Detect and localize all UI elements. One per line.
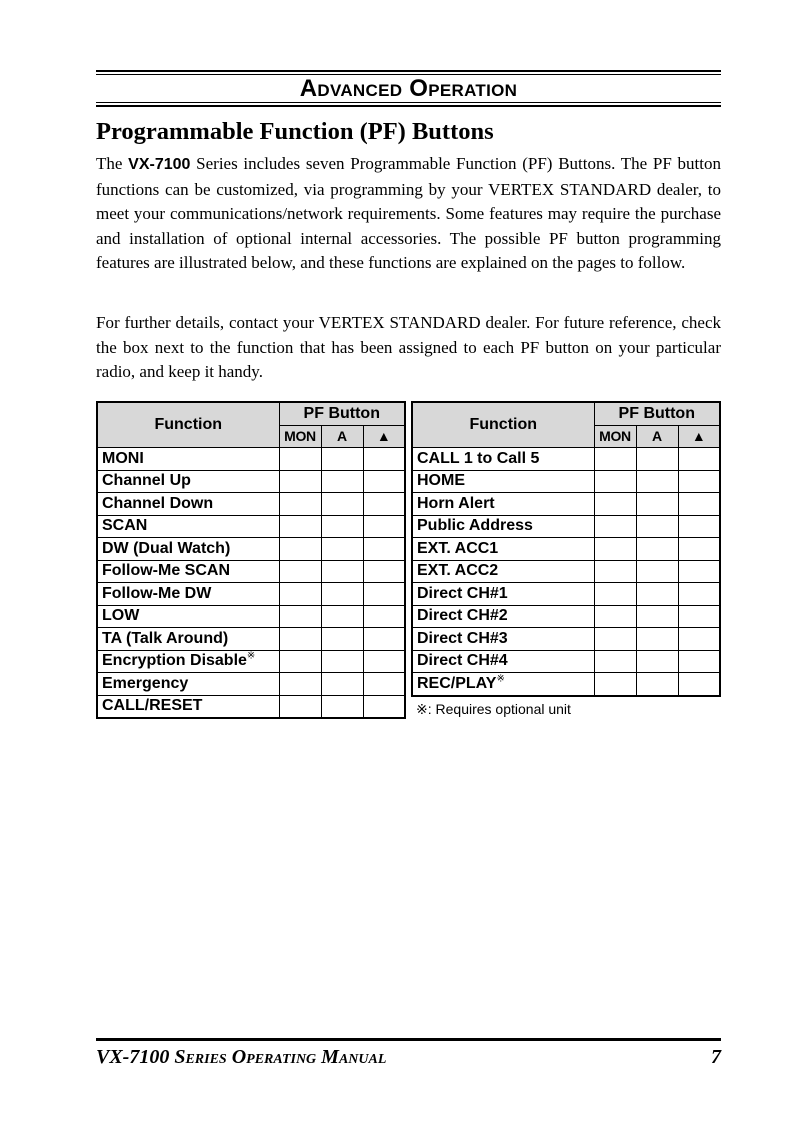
a-column-header: A [636, 425, 678, 448]
checkbox-up[interactable] [678, 628, 720, 651]
function-name [412, 650, 594, 673]
pf-table-left [96, 401, 406, 719]
page-number: 7 [711, 1046, 721, 1068]
pf-button-column-header: PF Button [279, 402, 405, 425]
checkbox-up[interactable] [363, 493, 405, 516]
checkbox-a[interactable] [321, 538, 363, 561]
function-name [97, 628, 279, 651]
function-label: Horn Alert [417, 494, 495, 512]
details-paragraph: For further details, contact your VERTEX STANDARD dealer. For future reference, check the box next to the function that has been assigned to each PF button on your particular radio, and keep it handy. [96, 313, 721, 382]
optional-unit-note: ※: Requires optional unit [416, 701, 571, 717]
function-name [97, 470, 279, 493]
checkbox-mon[interactable] [279, 470, 321, 493]
function-row [412, 583, 720, 606]
checkbox-mon[interactable] [594, 448, 636, 471]
checkbox-a[interactable] [321, 628, 363, 651]
checkbox-a[interactable] [321, 493, 363, 516]
checkbox-mon[interactable] [594, 583, 636, 606]
function-row [97, 470, 405, 493]
function-label: DW (Dual Watch) [102, 539, 231, 557]
checkbox-a[interactable] [321, 560, 363, 583]
checkbox-up[interactable] [363, 628, 405, 651]
function-name [97, 583, 279, 606]
checkbox-mon[interactable] [594, 470, 636, 493]
function-row [97, 650, 405, 673]
checkbox-up[interactable] [678, 605, 720, 628]
function-column-header: Function [97, 402, 279, 448]
function-label: Follow-Me DW [102, 584, 212, 602]
checkbox-a[interactable] [636, 605, 678, 628]
checkbox-mon[interactable] [279, 448, 321, 471]
function-row [97, 605, 405, 628]
checkbox-a[interactable] [636, 583, 678, 606]
function-label: SCAN [102, 517, 148, 535]
checkbox-up[interactable] [678, 470, 720, 493]
intro-paragraph-start: The [96, 154, 129, 173]
function-name [97, 493, 279, 516]
function-label: CALL/RESET [102, 697, 203, 715]
function-row [412, 493, 720, 516]
function-label: MONI [102, 449, 144, 467]
checkbox-a[interactable] [321, 605, 363, 628]
function-label: Channel Up [102, 472, 191, 490]
function-row [412, 470, 720, 493]
function-name [412, 605, 594, 628]
function-row [412, 628, 720, 651]
function-name [412, 493, 594, 516]
checkbox-a[interactable] [321, 515, 363, 538]
up-arrow-column-header: ▲ [678, 425, 720, 448]
function-row [412, 515, 720, 538]
function-label: HOME [417, 472, 465, 490]
function-name [97, 538, 279, 561]
checkbox-mon[interactable] [594, 515, 636, 538]
intro-paragraph [96, 152, 721, 276]
checkbox-a[interactable] [321, 448, 363, 471]
function-label: Public Address [417, 517, 533, 535]
checkbox-mon[interactable] [594, 493, 636, 516]
checkbox-a[interactable] [321, 650, 363, 673]
function-row [412, 650, 720, 673]
checkbox-up[interactable] [363, 470, 405, 493]
checkbox-mon[interactable] [279, 673, 321, 696]
checkbox-up[interactable] [678, 650, 720, 673]
checkbox-a[interactable] [321, 470, 363, 493]
checkbox-mon[interactable] [594, 628, 636, 651]
checkbox-up[interactable] [678, 515, 720, 538]
checkbox-mon[interactable] [279, 538, 321, 561]
function-name [412, 470, 594, 493]
function-name [97, 695, 279, 718]
checkbox-a[interactable] [636, 673, 678, 696]
a-column-header: A [321, 425, 363, 448]
footer-rule [96, 1038, 721, 1041]
function-label: Direct CH#3 [417, 629, 508, 647]
checkbox-up[interactable] [678, 583, 720, 606]
function-label: CALL 1 to Call 5 [417, 449, 540, 467]
function-row [97, 583, 405, 606]
checkbox-mon[interactable] [279, 605, 321, 628]
checkbox-a[interactable] [636, 560, 678, 583]
manual-title: VX-7100 Series Operating Manual [96, 1046, 387, 1068]
checkbox-a[interactable] [636, 538, 678, 561]
checkbox-mon[interactable] [279, 695, 321, 718]
checkbox-a[interactable] [321, 673, 363, 696]
function-label: REC/PLAY [417, 674, 497, 692]
checkbox-mon[interactable] [279, 583, 321, 606]
function-name [412, 515, 594, 538]
function-label: EXT. ACC2 [417, 562, 499, 580]
checkbox-a[interactable] [636, 493, 678, 516]
function-name [412, 583, 594, 606]
function-row [97, 538, 405, 561]
function-label: Direct CH#1 [417, 584, 508, 602]
function-name [97, 673, 279, 696]
checkbox-up[interactable] [363, 695, 405, 718]
checkbox-up[interactable] [363, 560, 405, 583]
mon-column-header: MON [594, 425, 636, 448]
checkbox-mon[interactable] [594, 605, 636, 628]
function-row [97, 560, 405, 583]
function-label: Direct CH#4 [417, 652, 508, 670]
function-label: Follow-Me SCAN [102, 562, 230, 580]
function-label: Emergency [102, 674, 189, 692]
checkbox-up[interactable] [678, 560, 720, 583]
function-label: LOW [102, 607, 140, 625]
function-label: TA (Talk Around) [102, 629, 229, 647]
checkbox-up[interactable] [363, 673, 405, 696]
checkbox-up[interactable] [678, 448, 720, 471]
checkbox-up[interactable] [678, 493, 720, 516]
checkbox-mon[interactable] [279, 515, 321, 538]
checkbox-a[interactable] [321, 695, 363, 718]
function-row [97, 448, 405, 471]
chapter-header: Advanced Operation [299, 75, 518, 102]
model-name: VX-7100 [128, 156, 191, 173]
checkbox-up[interactable] [363, 650, 405, 673]
section-title: Programmable Function (PF) Buttons [96, 118, 494, 145]
function-column-header: Function [412, 402, 594, 448]
function-name [97, 650, 279, 673]
checkbox-a[interactable] [636, 470, 678, 493]
checkbox-mon[interactable] [594, 560, 636, 583]
checkbox-a[interactable] [636, 628, 678, 651]
function-row [97, 673, 405, 696]
optional-unit-mark: ※ [496, 673, 505, 685]
function-name [412, 628, 594, 651]
checkbox-up[interactable] [363, 583, 405, 606]
function-name [97, 515, 279, 538]
checkbox-up[interactable] [363, 538, 405, 561]
checkbox-a[interactable] [321, 583, 363, 606]
function-name [412, 538, 594, 561]
function-row [97, 493, 405, 516]
pf-button-column-header: PF Button [594, 402, 720, 425]
checkbox-mon[interactable] [594, 538, 636, 561]
checkbox-mon[interactable] [279, 628, 321, 651]
checkbox-up[interactable] [363, 605, 405, 628]
function-row [97, 628, 405, 651]
function-name [97, 605, 279, 628]
intro-paragraph-rest: Series includes seven Programmable Function (PF) Buttons. The PF button functions can be customized, via programming by your VERTEX STANDARD dealer, to meet your communications/network requirements. Some features may require the purchase and installation of optional internal accessories. The possible PF button programming features are illustrated below, and these functions are explained on the pages to follow. [96, 154, 722, 273]
header-rule-bottom-thick [96, 105, 721, 107]
function-name [412, 448, 594, 471]
function-label: Channel Down [102, 494, 214, 512]
function-row [97, 695, 405, 718]
checkbox-up[interactable] [363, 448, 405, 471]
checkbox-mon[interactable] [279, 560, 321, 583]
function-name [412, 560, 594, 583]
checkbox-a[interactable] [636, 515, 678, 538]
function-label: Direct CH#2 [417, 607, 508, 625]
checkbox-up[interactable] [678, 538, 720, 561]
function-row [412, 605, 720, 628]
checkbox-a[interactable] [636, 448, 678, 471]
header-rule-bottom-thin [96, 102, 721, 103]
function-row [412, 673, 720, 696]
checkbox-a[interactable] [636, 650, 678, 673]
function-name [97, 448, 279, 471]
checkbox-up[interactable] [363, 515, 405, 538]
optional-unit-mark: ※ [246, 650, 256, 662]
function-row [412, 448, 720, 471]
header-rule-top-thick [96, 70, 721, 72]
function-row [412, 560, 720, 583]
up-arrow-column-header: ▲ [363, 425, 405, 448]
function-row [97, 515, 405, 538]
function-row [412, 538, 720, 561]
function-label: Encryption Disable [102, 652, 247, 670]
function-name [97, 560, 279, 583]
function-label: EXT. ACC1 [417, 539, 499, 557]
checkbox-mon[interactable] [279, 650, 321, 673]
checkbox-mon[interactable] [594, 650, 636, 673]
checkbox-up[interactable] [678, 673, 720, 696]
pf-table-right [411, 401, 721, 697]
function-name [412, 673, 594, 696]
mon-column-header: MON [279, 425, 321, 448]
checkbox-mon[interactable] [594, 673, 636, 696]
checkbox-mon[interactable] [279, 493, 321, 516]
